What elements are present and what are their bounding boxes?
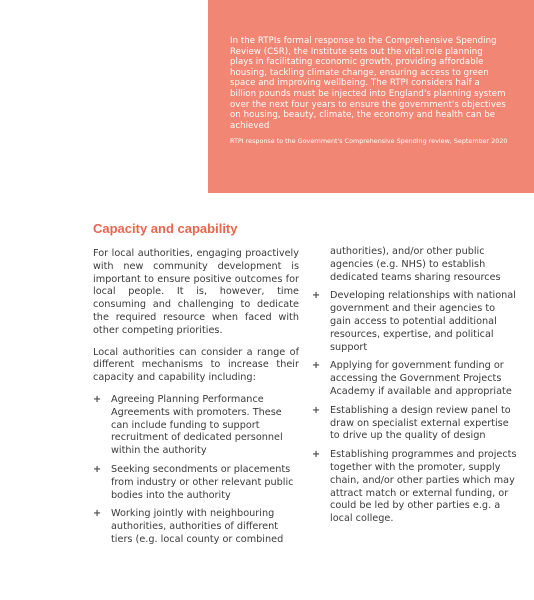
list-item-text: Developing relationships with national government and their agencies to gain access to potential additional resources, expertise, and political support [330, 290, 516, 353]
list-item-text: Applying for government funding or accessing the Government Projects Academy if available and appropriate [330, 360, 512, 397]
mechanisms-list-right [312, 290, 518, 526]
plus-icon: + [93, 508, 102, 520]
plus-icon: + [93, 393, 102, 405]
list-item [312, 290, 518, 354]
right-column [312, 246, 518, 532]
mechanisms-list-left [93, 394, 299, 547]
list-item [312, 405, 518, 443]
list-item-continuation: authorities), and/or other public agencies (e.g. NHS) to establish dedicated teams sharing resources [330, 246, 501, 283]
list-item-text: Establishing programmes and projects together with the promoter, supply chain, and/or other parties which may attract match or external funding, or could be led by other parties e.g. a local college. [330, 449, 517, 525]
plus-icon: + [312, 290, 321, 302]
list-item [312, 360, 518, 398]
quote-source: RTPI response to the Government's Comprehensive Spending review, September 2020 [230, 137, 508, 146]
intro-paragraph: For local authorities, engaging proactively with new community development is important to ensure positive outcomes for local people. It is, however, time consuming and challenging to dedicate the required resource when faced with other competing priorities. [93, 248, 299, 336]
list-item-text: Seeking secondments or placements from industry or other relevant public bodies into the authority [111, 463, 294, 501]
plus-icon: + [312, 404, 321, 416]
list-item-text: Working jointly with neighbouring authorities, authorities of different tiers (e.g. local county or combined [111, 508, 284, 545]
list-item [93, 394, 299, 458]
plus-icon: + [312, 360, 321, 372]
list-item [312, 449, 518, 526]
quote-callout [208, 0, 534, 193]
plus-icon: + [93, 463, 102, 475]
left-column [93, 248, 299, 553]
quote-text: In the RTPIs formal response to the Comprehensive Spending Review (CSR), the Institute sets out the vital role planning plays in facilitating economic growth, providing affordable housing, tackling climate change, ensuring access to green space and improving wellbeing. The RTPI considers half a billion pounds must be injected into England's planning system over the next four years to ensure the government's objectives on housing, beauty, climate, the economy and health can be achieved [230, 36, 506, 131]
list-item [93, 464, 299, 502]
plus-icon: + [312, 449, 321, 461]
list-item-text: Agreeing Planning Performance Agreements with promoters. These can include funding to support recruitment of dedicated personnel within the authority [111, 393, 283, 457]
list-item [93, 508, 299, 546]
mechanisms-paragraph: Local authorities can consider a range of different mechanisms to increase their capacity and capability including: [93, 346, 299, 384]
section-title: Capacity and capability [93, 221, 238, 236]
list-item-text: Establishing a design review panel to draw on specialist external expertise to drive up the quality of design [330, 404, 511, 442]
